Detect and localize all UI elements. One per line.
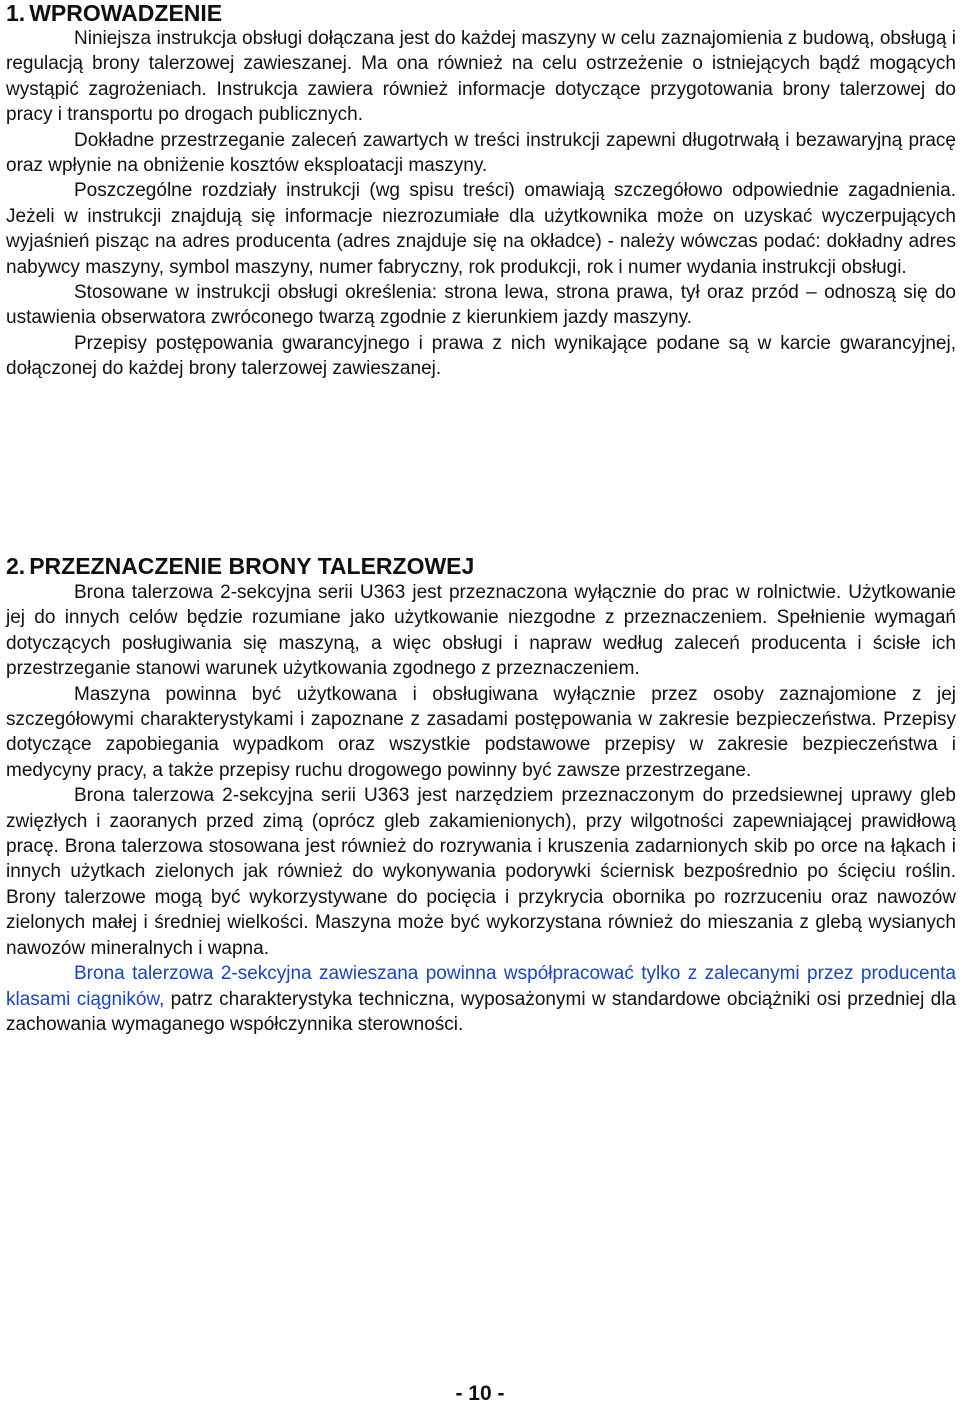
- paragraph: Dokładne przestrzeganie zaleceń zawartych w treści instrukcji zapewni długotrwałą i bezawaryjną pracę oraz wpłynie na obniżenie kosztów eksploatacji maszyny.: [6, 129, 956, 177]
- section-heading: [6, 553, 956, 579]
- section-number: 2.: [6, 553, 26, 579]
- section-title: PRZEZNACZENIE BRONY TALERZOWEJ: [29, 553, 475, 579]
- paragraph: Brona talerzowa 2-sekcyjna serii U363 jest narzędziem przeznaczonym do przedsiewnej uprawy gleb zwięzłych i zaoranych przed zimą (oprócz gleb zakamienionych), przy wilgotności zapewniającej prawidłową pracę. Brona talerzowa stosowana jest również do rozrywania i kruszenia zadarnionych skib po orce na łąkach i innych użytkach zielonych jak również do wykonywania podorywki ściernisk bezpośrednio po ścięciu roślin. Brony talerzowe mogą być wykorzystywane do pocięcia i przykrycia obornika po rozrzuceniu oraz nawozów zielonych małej i średniej wielkości. Maszyna może być wykorzystana również do mieszania z glebą wysianych nawozów mineralnych i wapna.: [6, 785, 956, 959]
- section-heading: [6, 0, 956, 26]
- paragraph: Przepisy postępowania gwarancyjnego i prawa z nich wynikające podane są w karcie gwarancyjnej, dołączonej do każdej brony talerzowej zawieszanej.: [6, 332, 956, 380]
- paragraph-text: patrz charakterystyka techniczna, wyposażonymi w standardowe obciążniki osi przedniej dla zachowania wymaganego współczynnika sterowności.: [6, 988, 956, 1035]
- section-title: WPROWADZENIE: [29, 0, 223, 26]
- section-purpose: [6, 553, 956, 1037]
- paragraph: Poszczególne rozdziały instrukcji (wg spisu treści) omawiają szczegółowo odpowiednie zagadnienia. Jeżeli w instrukcji znajdują się informacje niezrozumiałe dla użytkownika może on uzyskać wyczerpujących wyjaśnień pisząc na adres producenta (adres znajduje się na okładce) - należy wówczas podać: dokładny adres nabywcy maszyny, symbol maszyny, numer fabryczny, rok produkcji, rok i numer wydania instrukcji obsługi.: [6, 180, 956, 278]
- paragraph: Niniejsza instrukcja obsługi dołączana jest do każdej maszyny w celu zaznajomienia z budową, obsługą i regulacją brony talerzowej zawieszanej. Ma ona również na celu ostrzeżenie o istniejących bądź mogących wystąpić zagrożeniach. Instrukcja zawiera również informacje dotyczące przygotowania brony talerzowej do pracy i transportu po drogach publicznych.: [6, 28, 956, 126]
- page-number: - 10 -: [455, 1382, 505, 1405]
- paragraph: Maszyna powinna być użytkowana i obsługiwana wyłącznie przez osoby zaznajomione z jej szczegółowymi charakterystykami i zapoznane z zasadami postępowania w zakresie bezpieczeństwa. Przepisy dotyczące zapobiegania wypadkom oraz wszystkie podstawowe przepisy w zakresie bezpieczeństwa i medycyny pracy, a także przepisy ruchu drogowego powinny być zawsze przestrzegane.: [6, 683, 956, 781]
- section-introduction: [6, 0, 956, 382]
- paragraph: Brona talerzowa 2-sekcyjna serii U363 jest przeznaczona wyłącznie do prac w rolnictwie. Użytkowanie jej do innych celów będzie rozumiane jako użytkowanie niezgodne z przeznaczeniem. Spełnienie wymagań dotyczących posługiwania się maszyną, a więc obsługi i napraw według zaleceń producenta i ścisłe ich przestrzeganie stanowi warunek użytkowania zgodnego z przeznaczeniem.: [6, 582, 956, 680]
- highlighted-text: Brona talerzowa 2-sekcyjna zawieszana powinna współpracować tylko z zalecanymi przez producenta klasami ciągników,: [6, 963, 956, 1010]
- section-number: 1.: [6, 0, 26, 26]
- paragraph-tractor-compatibility: [6, 961, 956, 1037]
- paragraph: Stosowane w instrukcji obsługi określenia: strona lewa, strona prawa, tył oraz przód – odnoszą się do ustawienia obserwatora zwróconego twarzą zgodnie z kierunkiem jazdy maszyny.: [6, 282, 956, 329]
